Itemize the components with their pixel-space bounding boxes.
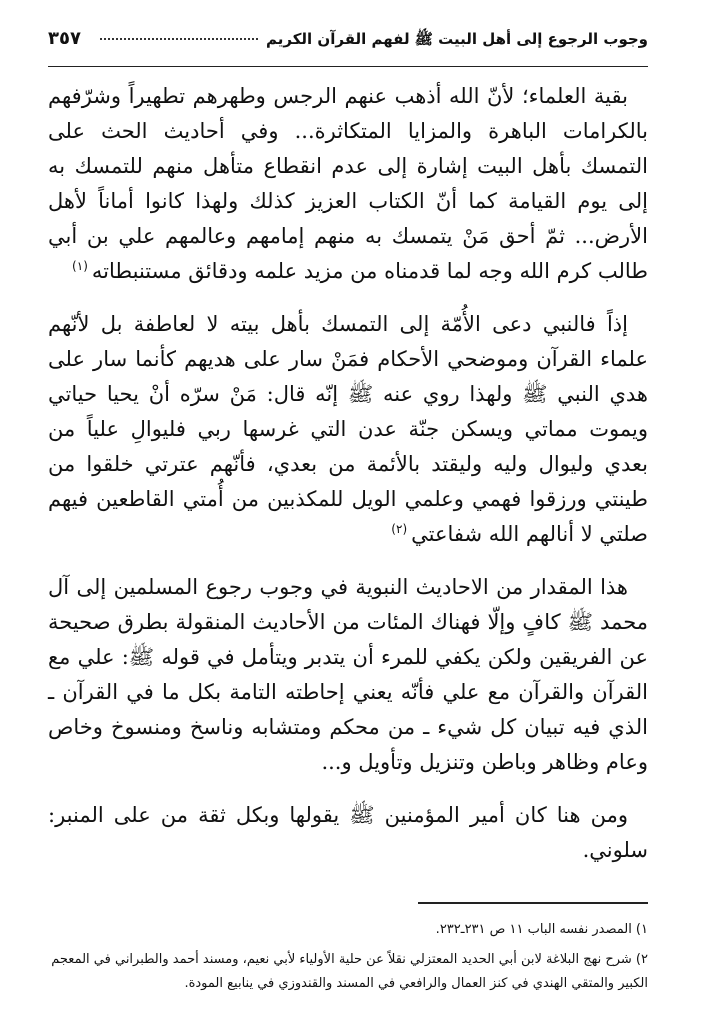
paragraph-text: هذا المقدار من الاحاديث النبوية في وجوب رجوع المسلمين إلى آل محمد ﷺ كافٍ وإلّا فهناك المئات من الأحاديث المنقولة بطرق صحيحة عن الفريقين ولكن يكفي للمرء أن يتدبر ويتأمل في قوله ﷺ: علي مع القرآن والقرآن مع علي فأنّه يعني إحاطته التامة بكل ما في القرآن ـ الذي فيه تبيان كل شيء ـ من محكم ومتشابه وناسخ ومنسوخ وخاص وعام وظاهر وباطن وتنزيل وتأويل و...	[48, 575, 648, 774]
footnote: ١) المصدر نفسه الباب ١١ ص ٢٣١ـ٢٣٢.	[435, 922, 648, 937]
paragraph	[48, 798, 648, 868]
paragraph	[48, 307, 648, 552]
paragraph-text: بقية العلماء؛ لأنّ الله أذهب عنهم الرجس وطهرهم تطهيراً وشرّفهم بالكرامات الباهرة والمزايا المتكاثرة... وفي أحاديث الحث على التمسك بأهل البيت إشارة إلى عدم انقطاع متأهل منهم للتمسك به إلى يوم القيامة كما أنّ الكتاب العزيز كذلك ولهذا كانوا أماناً لأهل الأرض... ثمّ أحق مَنْ يتمسك به منهم إمامهم وعالمهم علي بن أبي طالب كرم الله وجه لما قدمناه من مزيد علمه ودقائق مستنبطاته	[48, 84, 648, 283]
main-text	[48, 79, 648, 868]
footnote-divider	[418, 902, 648, 904]
footnotes-section	[48, 918, 648, 996]
paragraph	[48, 79, 648, 289]
footnote-reference: (١)	[72, 259, 88, 273]
header-leader-dots	[100, 38, 258, 40]
footnote: ٢) شرح نهج البلاغة لابن أبي الحديد المعتزلي نقلاً عن حلية الأولياء لأبي نعيم، ومسند أحمد والطبراني في المعجم الكبير والمتقي الهندي في كنز العمال والرافعي في المسند والقندوزي في ينابيع المودة.	[51, 952, 648, 991]
page-number: ٣٥٧	[48, 28, 81, 49]
paragraph-text: إذاً فالنبي دعى الأُمّة إلى التمسك بأهل بيته لا لعاطفة بل لأنّهم علماء القرآن وموضحي الأحكام فمَنْ سار على هديهم كأنما سار على هدي النبي ﷺ ولهذا روي عنه ﷺ إنّه قال: مَنْ سرّه أنْ يحيا حياتي ويموت مماتي ويسكن جنّة عدن التي غرسها ربي فليوالِ علياً من بعدي وليوال وليه وليقتد بالأئمة من بعدي، فأنّهم عترتي خلقوا من طينتي ورزقوا فهمي وعلمي الويل للمكذبين من أُمتي القاطعين فيهم صلتي لا أنالهم الله شفاعتي	[48, 312, 648, 546]
header-title: وجوب الرجوع إلى أهل البيت ﷺ لفهم القرآن الكريم	[265, 30, 648, 48]
paragraph-text: ومن هنا كان أمير المؤمنين ﷺ يقولها وبكل ثقة من على المنبر: سلوني.	[48, 803, 648, 862]
paragraph	[48, 570, 648, 780]
running-header	[48, 28, 648, 67]
document-page	[48, 28, 648, 1008]
footnote-reference: (٢)	[391, 522, 408, 536]
